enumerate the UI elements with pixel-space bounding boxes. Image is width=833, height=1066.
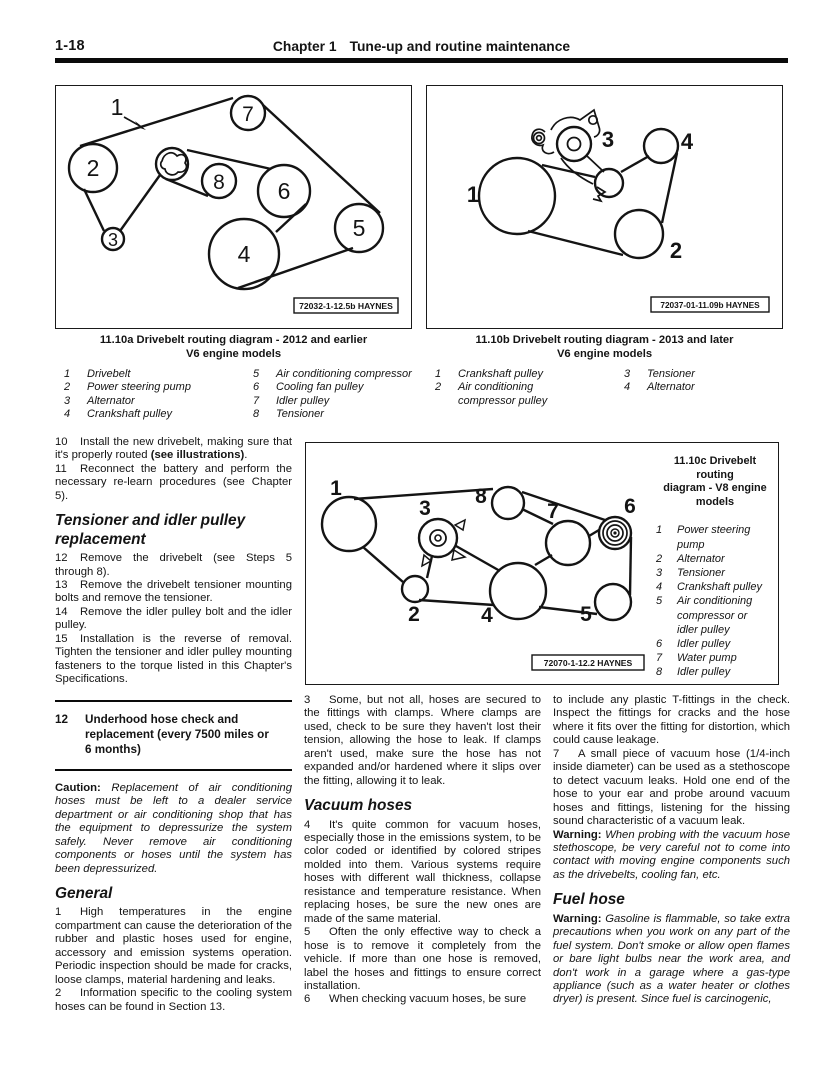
note-paragraph [55, 782, 292, 876]
figure-watermark [651, 297, 769, 312]
paragraph-number: 5 [304, 926, 311, 939]
drivebelt-diagram-v6-late [427, 86, 780, 326]
chapter-header [55, 39, 788, 54]
figure-11-10b [426, 85, 783, 329]
text-column-right [553, 694, 790, 1007]
legend-item-number: 3 [656, 566, 663, 579]
subsection-heading: Tensioner and idler pulley replacement [55, 512, 246, 548]
legend-label-line: pump [677, 538, 705, 551]
legend-item [64, 395, 253, 408]
legend-item [64, 368, 253, 381]
body-paragraph: 15 Installation is the reverse of removal. Tighten the tensioner and idler pulley mounting fasteners to the torque listed in this Chapter's Specifications. [55, 632, 292, 686]
section-number: 12 [55, 712, 69, 726]
legend-item-label: Tensioner [276, 408, 324, 421]
body-paragraph: 7 A small piece of vacuum hose (1/4-inch inside diameter) can be used as a stethoscope to detect vacuum leaks. Hold one end of the hose to your ear and probe around vacuum hoses and fittings, listening for the hissing sound characteristic of a vacuum leak. [553, 747, 790, 828]
legend-item-label: Power steering pump [87, 381, 191, 394]
legend-item-number: 4 [656, 581, 663, 594]
legend-item [656, 523, 774, 551]
legend-item [656, 552, 774, 566]
legend-item-number: 8 [656, 666, 663, 679]
paragraph-number: 14 [55, 605, 68, 618]
legend-item-label: Drivebelt [87, 368, 131, 380]
legend-item [656, 665, 774, 679]
svg-text:72070-1-12.2 HAYNES: 72070-1-12.2 HAYNES [543, 658, 633, 668]
paragraph-number: 7 [553, 747, 560, 760]
legend-item-number: 2 [435, 381, 442, 394]
legend-item [64, 408, 253, 421]
body-paragraph: 3 Some, but not all, hoses are secured to the fittings with clamps. Where clamps are used, check to be sure they haven't lost their tension, allowing the hose to leak. If clamps aren't used, make sure the hose has not expanded and/or hardened where it slips over the fitting, allowing it to leak. [304, 694, 541, 787]
legend-item-number: 4 [64, 408, 71, 421]
figure-caption-11-10b: 11.10b Drivebelt routing diagram - 2013 and later V6 engine models [475, 334, 734, 360]
legend-item-label: Cooling fan pulley [276, 381, 364, 394]
legend-item-label [677, 594, 774, 637]
note-text: When probing with the vacuum hose stethoscope, be very careful not to come into contact with moving engine components such as the drivebelts, cooling fan, etc. [553, 828, 790, 881]
figure-legend-11-10b [426, 368, 783, 408]
pulley-label-4: 4 [237, 241, 251, 267]
pulley-label-2: 2 [408, 603, 420, 626]
pulley-label-1: 1 [330, 477, 342, 500]
body-paragraph: 6 When checking vacuum hoses, be sure [304, 993, 527, 1006]
figure-11-10a [55, 85, 412, 329]
section-heading [55, 700, 292, 771]
pulley-label-6: 6 [277, 178, 291, 204]
drivebelt-diagram-v8 [306, 443, 656, 683]
legend-item-number: 1 [64, 368, 71, 380]
legend-label-line: compressor pulley [458, 394, 548, 407]
svg-text:72037-01-11.09b HAYNES: 72037-01-11.09b HAYNES [660, 300, 760, 310]
body-paragraph: 12 Remove the drivebelt (see Steps 5 through 8). [55, 552, 292, 578]
header-rule [55, 58, 788, 63]
paragraph-number: 15 [55, 632, 68, 645]
body-paragraph: 10 Install the new drivebelt, making sure that it's properly routed (see illustrations). [55, 436, 292, 462]
legend-label-line: Power steering [677, 524, 751, 537]
pulley-label-2: 2 [86, 155, 100, 181]
legend-item-number: 7 [656, 652, 663, 665]
legend-item-number: 6 [656, 638, 663, 650]
legend-item-label: Alternator [87, 394, 135, 407]
pulley-label-3: 3 [107, 230, 119, 250]
legend-item-number: 8 [253, 408, 260, 421]
pulley-label-5: 5 [352, 215, 366, 241]
idler-hub-dot [613, 531, 616, 534]
legend-item-label [458, 381, 568, 408]
legend-item [253, 395, 412, 408]
pulley-label-7: 7 [547, 500, 559, 523]
pulley-label-3: 3 [419, 497, 431, 520]
legend-item [624, 368, 783, 381]
legend-item-label: Alternator [677, 552, 725, 565]
paragraph-number: 6 [304, 993, 311, 1006]
legend-item-number: 1 [435, 368, 442, 380]
legend-item [253, 368, 412, 381]
paragraph-number: 1 [55, 906, 62, 919]
legend-item-label: Air conditioning compressor [276, 368, 412, 380]
body-paragraph: 13 Remove the drivebelt tensioner mounting bolts and remove the tensioner. [55, 578, 292, 605]
legend-item-number: 3 [624, 368, 631, 380]
figure-11-10c [305, 442, 779, 685]
paragraph-number: 10 [55, 436, 68, 448]
paragraph-number: 3 [304, 694, 311, 706]
note-paragraph [553, 829, 790, 883]
legend-item [253, 408, 412, 421]
paragraph-number: 4 [304, 818, 311, 831]
caption-line: diagram - V8 engine [663, 482, 767, 495]
chapter-label: Chapter 1 [272, 39, 337, 54]
legend-item [656, 651, 774, 665]
legend-item-label: Idler pulley [677, 638, 731, 650]
legend-item-number: 6 [253, 381, 260, 394]
pulley-label-8: 8 [475, 485, 487, 508]
figure-legend-11-10a [55, 368, 412, 422]
note-paragraph [553, 913, 790, 1007]
legend-item-number: 4 [624, 381, 631, 394]
legend-item-label: Tensioner [677, 566, 725, 579]
pulley-label-3: 3 [601, 127, 615, 152]
pulley-label-4: 4 [481, 604, 493, 627]
legend-item-number: 7 [253, 394, 260, 407]
note-text: Gasoline is flammable, so take extra precautions when you work on any part of the fuel system. Don't smoke or allow open flames or bare light bulbs near the work area, and don't work in a garage where a gas-type appliance (such as a water heater or clothes dryer) is present. Since fuel is carcinogenic, [553, 912, 790, 1006]
legend-item [656, 566, 774, 580]
legend-item [656, 637, 774, 651]
drivebelt-diagram-v6-early [56, 86, 409, 326]
subsection-heading: Vacuum hoses [304, 797, 413, 815]
legend-item [656, 594, 774, 637]
legend-item [64, 381, 253, 394]
pulley-label-2: 2 [669, 238, 683, 263]
body-paragraph: 5 Often the only effective way to check a hose is to remove it completely from the vehicle. If more than one hose is removed, label the hoses and fittings to ensure correct installation. [304, 926, 541, 993]
pulley-label-6: 6 [624, 495, 636, 518]
legend-item-label: Idler pulley [677, 666, 731, 679]
body-paragraph: 4 It's quite common for vacuum hoses, especially those in the emissions system, to be color coded or identified by colored stripes molded into them. Various systems require hoses with different wall thickness, collapse resistance and temperature resistance. When replacing hoses, be sure the new ones are made of the same material. [304, 818, 541, 925]
chapter-title: Tune-up and routine maintenance [349, 39, 571, 54]
legend-label-line: idler pulley [677, 623, 730, 636]
legend-item-number: 5 [656, 595, 663, 608]
paragraph-number: 12 [55, 552, 68, 565]
body-paragraph: 2 Information specific to the cooling system hoses can be found in Section 13. [55, 987, 292, 1013]
text-column-left [55, 436, 292, 1014]
legend-item [435, 368, 624, 381]
subsection-heading: General [55, 885, 113, 902]
figure-caption-11-10a: 11.10a Drivebelt routing diagram - 2012 and earlier V6 engine models [99, 334, 368, 360]
legend-item-label [677, 523, 774, 551]
legend-item [624, 381, 783, 394]
paragraph-number: 2 [55, 987, 62, 1000]
body-paragraph: 11 Reconnect the battery and perform the necessary re-learn procedures (see Chapter 5). [55, 462, 292, 502]
pulley-label-1: 1 [466, 182, 480, 207]
legend-item-number: 1 [656, 524, 663, 537]
paragraph-number: 13 [55, 578, 68, 591]
body-paragraph: 14 Remove the idler pulley bolt and the idler pulley. [55, 605, 292, 632]
svg-text:72032-1-12.5b HAYNES: 72032-1-12.5b HAYNES [299, 301, 393, 311]
figure-watermark [532, 655, 644, 670]
text-column-middle [304, 694, 541, 1007]
note-lead: Warning: [553, 912, 602, 925]
pulley-label-1: 1 [110, 94, 124, 120]
legend-item-number: 2 [64, 381, 71, 394]
legend-label-line: Air conditioning [458, 381, 534, 394]
legend-item [435, 381, 624, 408]
legend-item-label: Crankshaft pulley [677, 581, 762, 594]
legend-item-number: 3 [64, 394, 71, 407]
pulley-label-5: 5 [580, 603, 592, 626]
legend-item-label: Crankshaft pulley [87, 408, 172, 421]
legend-item [253, 381, 412, 394]
subsection-heading: Fuel hose [553, 891, 625, 909]
note-text: Replacement of air conditioning hoses must be left to a dealer service department or air conditioning shop that has the equipment to depressurize the system safely. Never remove air conditioning components or hoses until the system has been depressurized. [55, 781, 292, 875]
paragraph-number: 11 [55, 462, 67, 475]
legend-item-label: Alternator [647, 381, 695, 394]
pulley-label-4: 4 [680, 129, 694, 154]
legend-item-number: 5 [253, 368, 260, 380]
caption-line: models [695, 495, 735, 508]
legend-item-label: Idler pulley [276, 394, 330, 407]
pulley-label-7: 7 [242, 103, 254, 126]
section-title: Underhood hose check and replacement (every 7500 miles or 6 months) [85, 712, 269, 757]
legend-item-label: Water pump [677, 652, 737, 665]
bold-inline: (see illustrations) [150, 449, 245, 462]
legend-item-label: Crankshaft pulley [458, 368, 543, 380]
body-paragraph: to include any plastic T-fittings in the check. Inspect the fittings for cracks and the hose where it fits over the fitting for distortion, which could cause leakage. [553, 694, 790, 747]
legend-item-label: Tensioner [647, 368, 695, 380]
body-paragraph: 1 High temperatures in the engine compartment can cause the deterioration of the rubber and plastic hoses used for engine, accessory and emission systems operation. Periodic inspection should be made for cracks, loose clamps, material hardening and leaks. [55, 906, 292, 986]
legend-label-line: compressor or [677, 609, 748, 622]
legend-label-line: Air conditioning [677, 595, 753, 608]
note-lead: Caution: [55, 781, 101, 794]
legend-item-number: 2 [656, 552, 663, 565]
page-number: 1-18 [55, 38, 85, 54]
figure-caption-11-10c [656, 455, 774, 509]
legend-item [656, 580, 774, 594]
caption-line: 11.10c Drivebelt routing [673, 455, 757, 481]
pulley-label-8: 8 [213, 171, 225, 194]
note-lead: Warning: [553, 828, 602, 841]
figure-legend-11-10c [656, 443, 778, 684]
figure-watermark [294, 298, 398, 313]
